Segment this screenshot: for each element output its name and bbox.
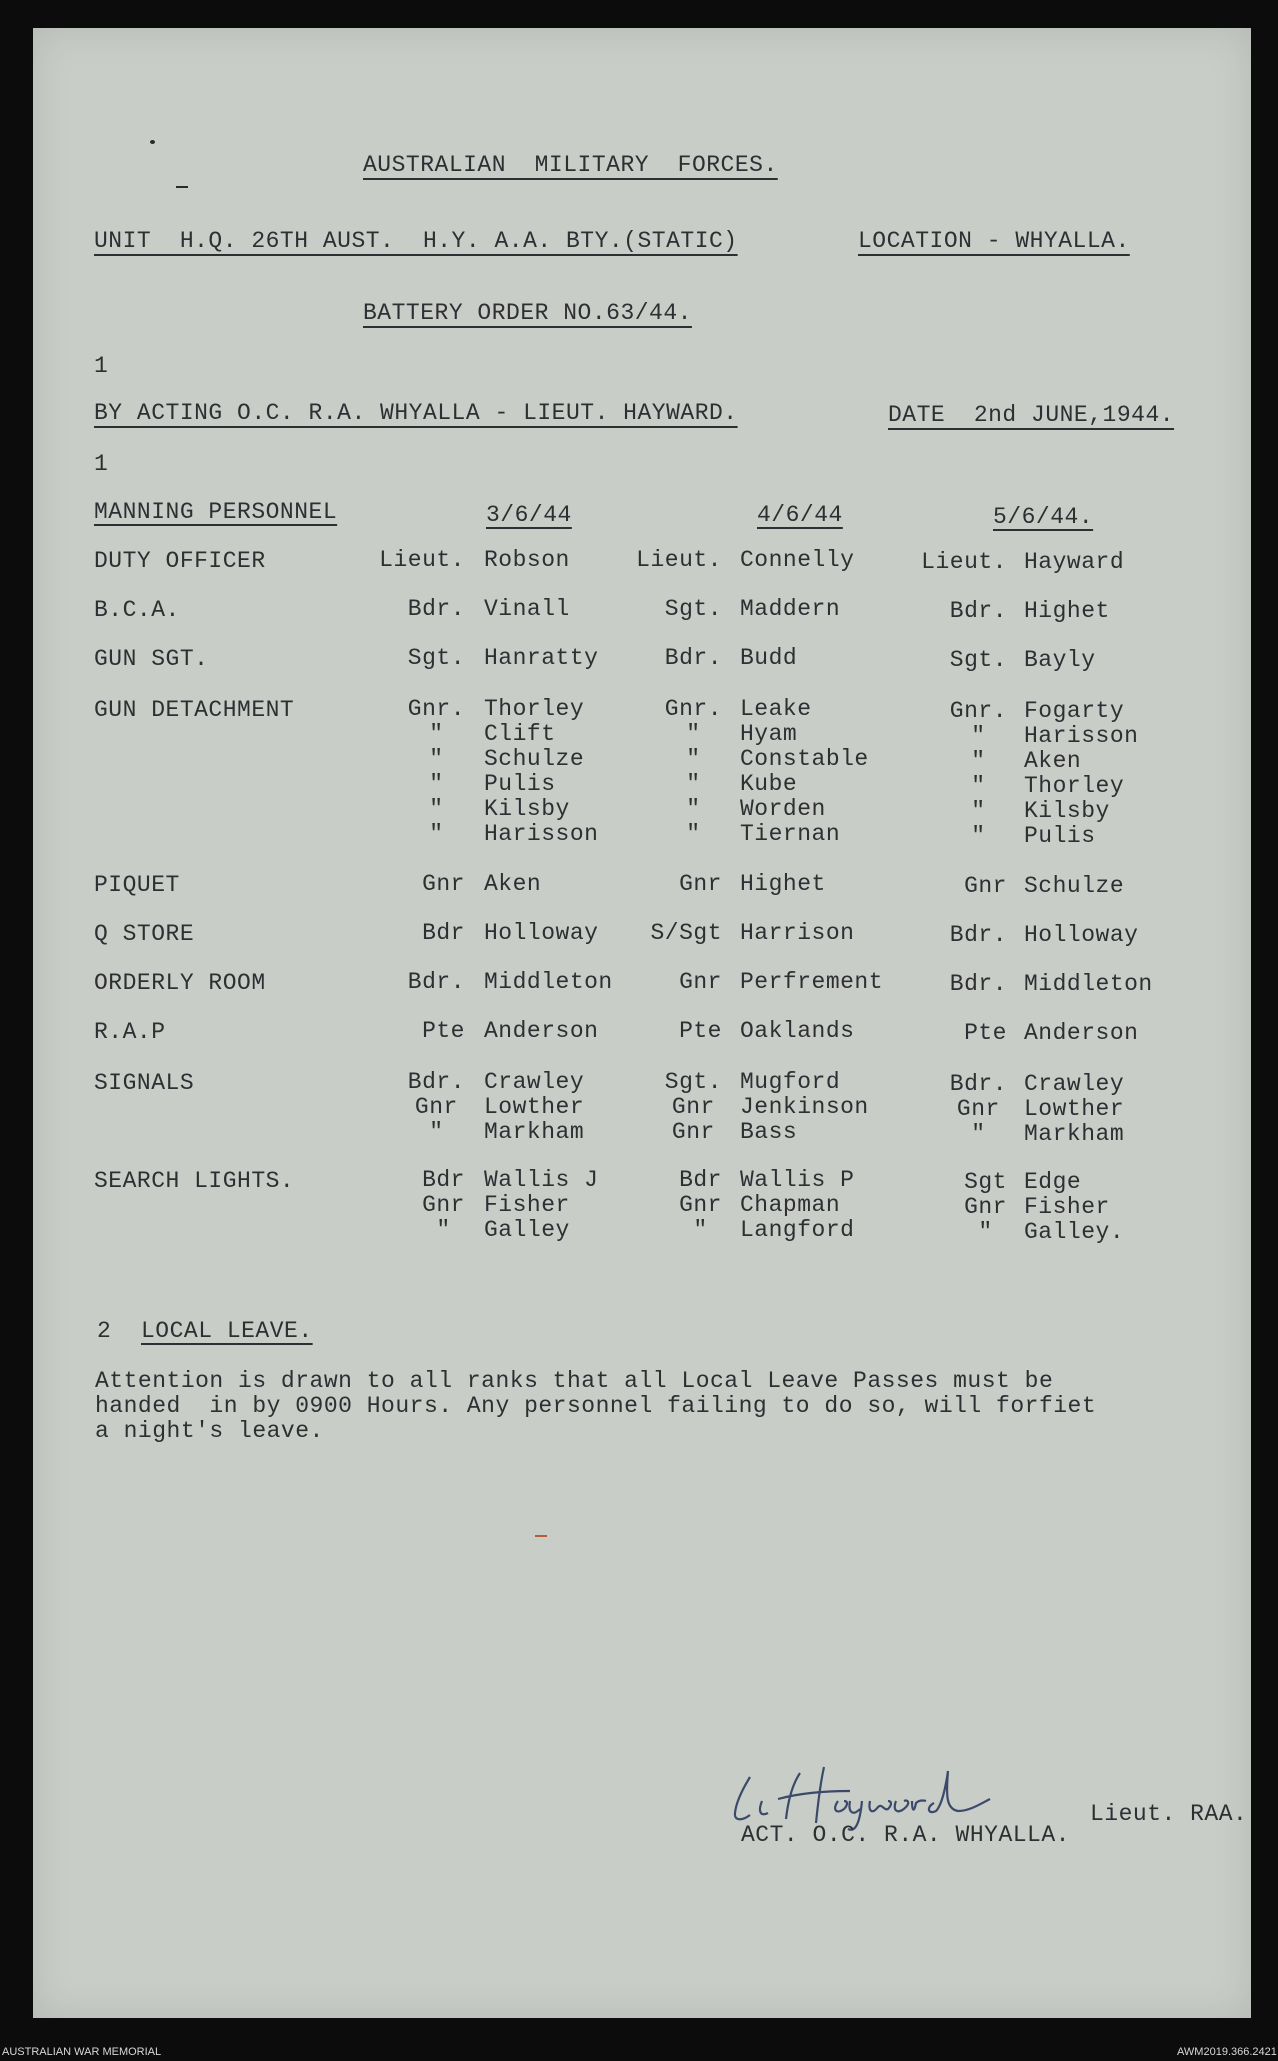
- row-label: SEARCH LIGHTS.: [94, 1168, 295, 1194]
- rank-cell: Sgt.: [407, 645, 465, 671]
- row-label: GUN SGT.: [94, 646, 209, 672]
- rank-cell: Lieut.: [379, 547, 465, 573]
- rank-cell: Bdr.: [949, 598, 1007, 624]
- name-cell: Highet: [740, 871, 826, 897]
- footer-left-caption: AUSTRALIAN WAR MEMORIAL: [2, 2046, 162, 2058]
- row-label: DUTY OFFICER: [94, 548, 266, 574]
- name-cell: Wallis J Fisher Galley: [484, 1167, 599, 1243]
- name-cell: Crawley Lowther Markham: [484, 1069, 585, 1145]
- rank-cell: Pte: [964, 1020, 1007, 1046]
- rank-cell: Bdr.: [664, 645, 722, 671]
- name-cell: Budd: [740, 645, 798, 671]
- rank-cell: Gnr. " " " " ": [664, 696, 722, 847]
- name-cell: Hanratty: [484, 645, 599, 671]
- section-number-1: 1: [94, 451, 109, 477]
- name-cell: Maddern: [740, 596, 841, 622]
- rank-cell: Pte: [422, 1018, 465, 1044]
- row-label: GUN DETACHMENT: [94, 697, 295, 723]
- rank-cell: Sgt.: [664, 596, 722, 622]
- local-leave-body: Attention is drawn to all ranks that all Local Leave Passes must be handed in by 0900 Hours. Any personnel failing to do so, will forfiet a night's leave.: [95, 1368, 1097, 1444]
- rank-cell: Bdr. Gnr ": [407, 1069, 465, 1145]
- name-cell: Holloway: [1024, 922, 1139, 948]
- rank-cell: Bdr Gnr ": [422, 1167, 465, 1243]
- rank-cell: Gnr: [679, 969, 722, 995]
- rank-cell: Gnr: [422, 871, 465, 897]
- name-cell: Highet: [1024, 598, 1110, 624]
- unit-line: UNIT H.Q. 26TH AUST. H.Y. A.A. BTY.(STATIC): [94, 228, 738, 254]
- name-cell: Perfrement: [740, 969, 884, 995]
- rank-cell: Gnr: [964, 873, 1007, 899]
- rank-cell: Bdr. Gnr ": [949, 1071, 1007, 1147]
- name-cell: Anderson: [484, 1018, 599, 1044]
- name-cell: Oaklands: [740, 1018, 855, 1044]
- name-cell: Edge Fisher Galley.: [1024, 1169, 1125, 1245]
- rank-cell: Gnr: [679, 871, 722, 897]
- local-leave-heading: LOCAL LEAVE.: [141, 1318, 313, 1344]
- name-cell: Thorley Clift Schulze Pulis Kilsby Harisson: [484, 696, 599, 847]
- row-label: PIQUET: [94, 872, 180, 898]
- name-cell: Vinall: [484, 596, 570, 622]
- name-cell: Wallis P Chapman Langford: [740, 1167, 855, 1243]
- rank-cell: Pte: [679, 1018, 722, 1044]
- row-label: R.A.P: [94, 1019, 166, 1045]
- name-cell: Schulze: [1024, 873, 1125, 899]
- section-number-2: 2: [97, 1318, 112, 1344]
- issued-by-line: BY ACTING O.C. R.A. WHYALLA - LIEUT. HAYWARD.: [94, 400, 738, 426]
- rank-cell: Sgt. Gnr Gnr: [664, 1069, 722, 1145]
- rank-cell: Gnr. " " " " ": [949, 698, 1007, 849]
- rank-cell: Bdr.: [407, 596, 465, 622]
- row-label: Q STORE: [94, 921, 195, 947]
- rank-cell: Bdr: [422, 920, 465, 946]
- document-title: AUSTRALIAN MILITARY FORCES.: [363, 152, 778, 178]
- rank-cell: Gnr. " " " " ": [407, 696, 465, 847]
- rank-cell: Bdr.: [949, 971, 1007, 997]
- signatory-rank: Lieut. RAA.: [1090, 1801, 1248, 1827]
- rank-cell: Lieut.: [636, 547, 722, 573]
- row-label: SIGNALS: [94, 1070, 195, 1096]
- name-cell: Holloway: [484, 920, 599, 946]
- date-column-2: 4/6/44: [757, 502, 843, 528]
- name-cell: Connelly: [740, 547, 855, 573]
- name-cell: Harrison: [740, 920, 855, 946]
- name-cell: Crawley Lowther Markham: [1024, 1071, 1125, 1147]
- row-label: B.C.A.: [94, 597, 180, 623]
- name-cell: Anderson: [1024, 1020, 1139, 1046]
- section-number-1-top: 1: [94, 353, 109, 379]
- name-cell: Mugford Jenkinson Bass: [740, 1069, 869, 1145]
- order-date: DATE 2nd JUNE,1944.: [888, 402, 1175, 428]
- name-cell: Middleton: [484, 969, 613, 995]
- name-cell: Middleton: [1024, 971, 1153, 997]
- date-column-3: 5/6/44.: [993, 504, 1094, 530]
- paper-blemish: [176, 186, 188, 188]
- rank-cell: Sgt Gnr ": [964, 1169, 1007, 1245]
- name-cell: Aken: [484, 871, 542, 897]
- date-column-1: 3/6/44: [486, 502, 572, 528]
- name-cell: Robson: [484, 547, 570, 573]
- rank-cell: Sgt.: [949, 647, 1007, 673]
- row-label: ORDERLY ROOM: [94, 970, 266, 996]
- rank-cell: Bdr.: [949, 922, 1007, 948]
- name-cell: Leake Hyam Constable Kube Worden Tiernan: [740, 696, 869, 847]
- name-cell: Hayward: [1024, 549, 1125, 575]
- location-line: LOCATION - WHYALLA.: [858, 228, 1130, 254]
- rank-cell: Lieut.: [921, 549, 1007, 575]
- rank-cell: Bdr Gnr ": [679, 1167, 722, 1243]
- footer-right-caption: AWM2019.366.2421: [1177, 2046, 1277, 2058]
- paper-blemish: [535, 1535, 547, 1537]
- battery-order-number: BATTERY ORDER NO.63/44.: [363, 300, 692, 326]
- rank-cell: Bdr.: [407, 969, 465, 995]
- name-cell: Fogarty Harisson Aken Thorley Kilsby Pulis: [1024, 698, 1139, 849]
- manning-personnel-heading: MANNING PERSONNEL: [94, 499, 338, 525]
- name-cell: Bayly: [1024, 647, 1096, 673]
- signatory-title: ACT. O.C. R.A. WHYALLA.: [741, 1822, 1070, 1848]
- paper-blemish: [150, 140, 155, 144]
- rank-cell: S/Sgt: [650, 920, 722, 946]
